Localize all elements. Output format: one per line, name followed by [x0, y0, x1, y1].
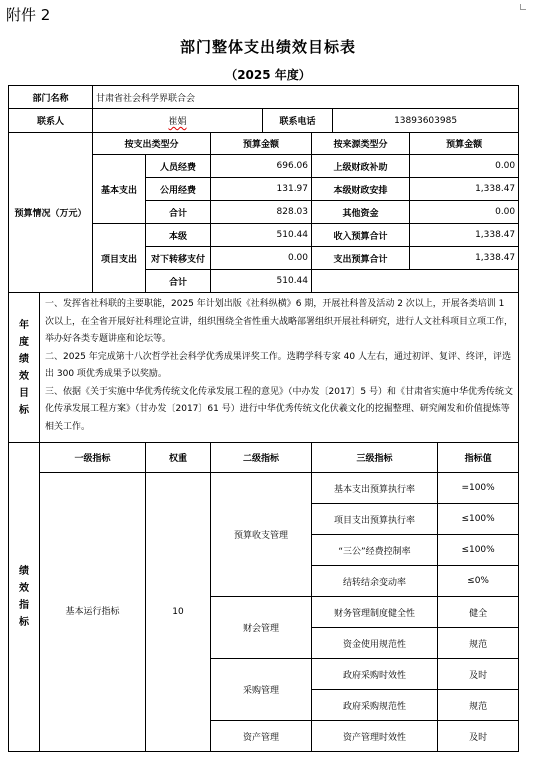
other-funds-value: 0.00: [410, 201, 519, 224]
contact-value: [93, 109, 263, 133]
project-expense-label: 项目支出: [93, 224, 146, 293]
level3-value: 规范: [438, 690, 519, 721]
goal-paragraph-2: 二、2025 年完成第十八次哲学社会科学优秀成果评奖工作。选聘学科专家 40 人左右，通过初评、复评、终评，评选出 300 项优秀成果予以奖励。: [45, 351, 511, 379]
level3-name: “三公”经费控制率: [312, 535, 438, 566]
project-total-label: 合计: [146, 270, 211, 293]
local-finance-label: 本级财政安排: [312, 178, 410, 201]
perf-indicator-label-text: 绩效指标: [19, 566, 29, 628]
phone-value: 13893603985: [333, 109, 519, 133]
expense-total-label: 支出预算合计: [312, 247, 410, 270]
income-total-value: 1,338.47: [410, 224, 519, 247]
perf-indicator-label: [9, 443, 40, 752]
level3-value: ≤100%: [438, 504, 519, 535]
income-total-label: 收入预算合计: [312, 224, 410, 247]
public-value: 131.97: [211, 178, 312, 201]
transfer-label: 对下转移支付: [146, 247, 211, 270]
perf-header-level2: 二级指标: [211, 443, 312, 473]
personnel-label: 人员经费: [146, 155, 211, 178]
upper-subsidy-label: 上级财政补助: [312, 155, 410, 178]
level3-name: 项目支出预算执行率: [312, 504, 438, 535]
basic-expense-label: 基本支出: [93, 155, 146, 224]
level2-accounting: 财会管理: [211, 597, 312, 659]
dept-label: 部门名称: [9, 86, 93, 109]
level3-value: 健全: [438, 597, 519, 628]
project-total-value: 510.44: [211, 270, 312, 293]
personnel-value: 696.06: [211, 155, 312, 178]
annual-goals-label: [9, 293, 40, 443]
document-title: 部门整体支出绩效目标表: [179, 38, 356, 56]
level3-value: 规范: [438, 628, 519, 659]
level3-name: 资金使用规范性: [312, 628, 438, 659]
level3-value: ≤0%: [438, 566, 519, 597]
level1-indicator-text: 基本运行指标: [65, 607, 120, 617]
contact-label: 联系人: [9, 109, 93, 133]
basic-total-value: 828.03: [211, 201, 312, 224]
budget-header-source: 按来源类型分: [312, 133, 410, 155]
crop-mark: [520, 4, 526, 10]
level3-name: 政府采购规范性: [312, 690, 438, 721]
empty-cell: [312, 270, 519, 293]
budget-header-type: 按支出类型分: [93, 133, 211, 155]
local-finance-value: 1,338.47: [410, 178, 519, 201]
budget-header-amount: 预算金额: [211, 133, 312, 155]
expense-total-value: 1,338.47: [410, 247, 519, 270]
annual-goals-text: [40, 293, 519, 443]
annual-goals-label-text: 年度绩效目标: [19, 319, 29, 416]
goal-paragraph-3: 三、依据《关于实施中华优秀传统文化传承发展工程的意见》（中办发〔2017〕5 号）和《甘肃省实施中华优秀传统文化传承发展工程方案》（甘办发〔2017〕61 号）进行中华优秀传统文化伏羲文化的挖掘整理、研究阐发和价值提炼等相关工作。: [45, 386, 513, 432]
budget-header-amount2: 预算金额: [410, 133, 519, 155]
transfer-value: 0.00: [211, 247, 312, 270]
perf-header-level3: 三级指标: [312, 443, 438, 473]
public-label: 公用经费: [146, 178, 211, 201]
level2-assets: 资产管理: [211, 721, 312, 752]
phone-label: 联系电话: [263, 109, 333, 133]
document-year: （2025 年度）: [225, 68, 311, 82]
perf-header-level1: 一级指标: [40, 443, 146, 473]
basic-total-label: 合计: [146, 201, 211, 224]
budget-label: 预算情况（万元）: [9, 133, 93, 293]
level2-procurement: 采购管理: [211, 659, 312, 721]
level-label: 本级: [146, 224, 211, 247]
level3-name: 资产管理时效性: [312, 721, 438, 752]
level1-indicator: [40, 473, 146, 752]
perf-header-value: 指标值: [438, 443, 519, 473]
attachment-label: 附件 2: [6, 6, 51, 24]
level3-value: 及时: [438, 659, 519, 690]
level3-name: 基本支出预算执行率: [312, 473, 438, 504]
upper-subsidy-value: 0.00: [410, 155, 519, 178]
other-funds-label: 其他资金: [312, 201, 410, 224]
level3-name: 政府采购时效性: [312, 659, 438, 690]
perf-header-weight: 权重: [146, 443, 211, 473]
weight-value: 10: [146, 473, 211, 752]
level3-name: 财务管理制度健全性: [312, 597, 438, 628]
level-value: 510.44: [211, 224, 312, 247]
goal-paragraph-1: 一、发挥省社科联的主要职能，2025 年计划出版《社科纵横》6 期，开展社科普及活动 2 次以上，开展各类培训 1 次以上，在全省开展好社科理论宣讲，组织围绕全省性重大战略部署组织开展社科研究，进行人文社科项目立项工作，举办好各类专题讲座和论坛等。: [45, 299, 514, 344]
level3-name: 结转结余变动率: [312, 566, 438, 597]
dept-name: 甘肃省社会科学界联合会: [93, 86, 519, 109]
level2-budget: 预算收支管理: [211, 473, 312, 597]
contact-name: 崔娟: [168, 117, 187, 127]
level3-value: =100%: [438, 473, 519, 504]
performance-table: [8, 85, 519, 752]
level3-value: ≤100%: [438, 535, 519, 566]
level3-value: 及时: [438, 721, 519, 752]
